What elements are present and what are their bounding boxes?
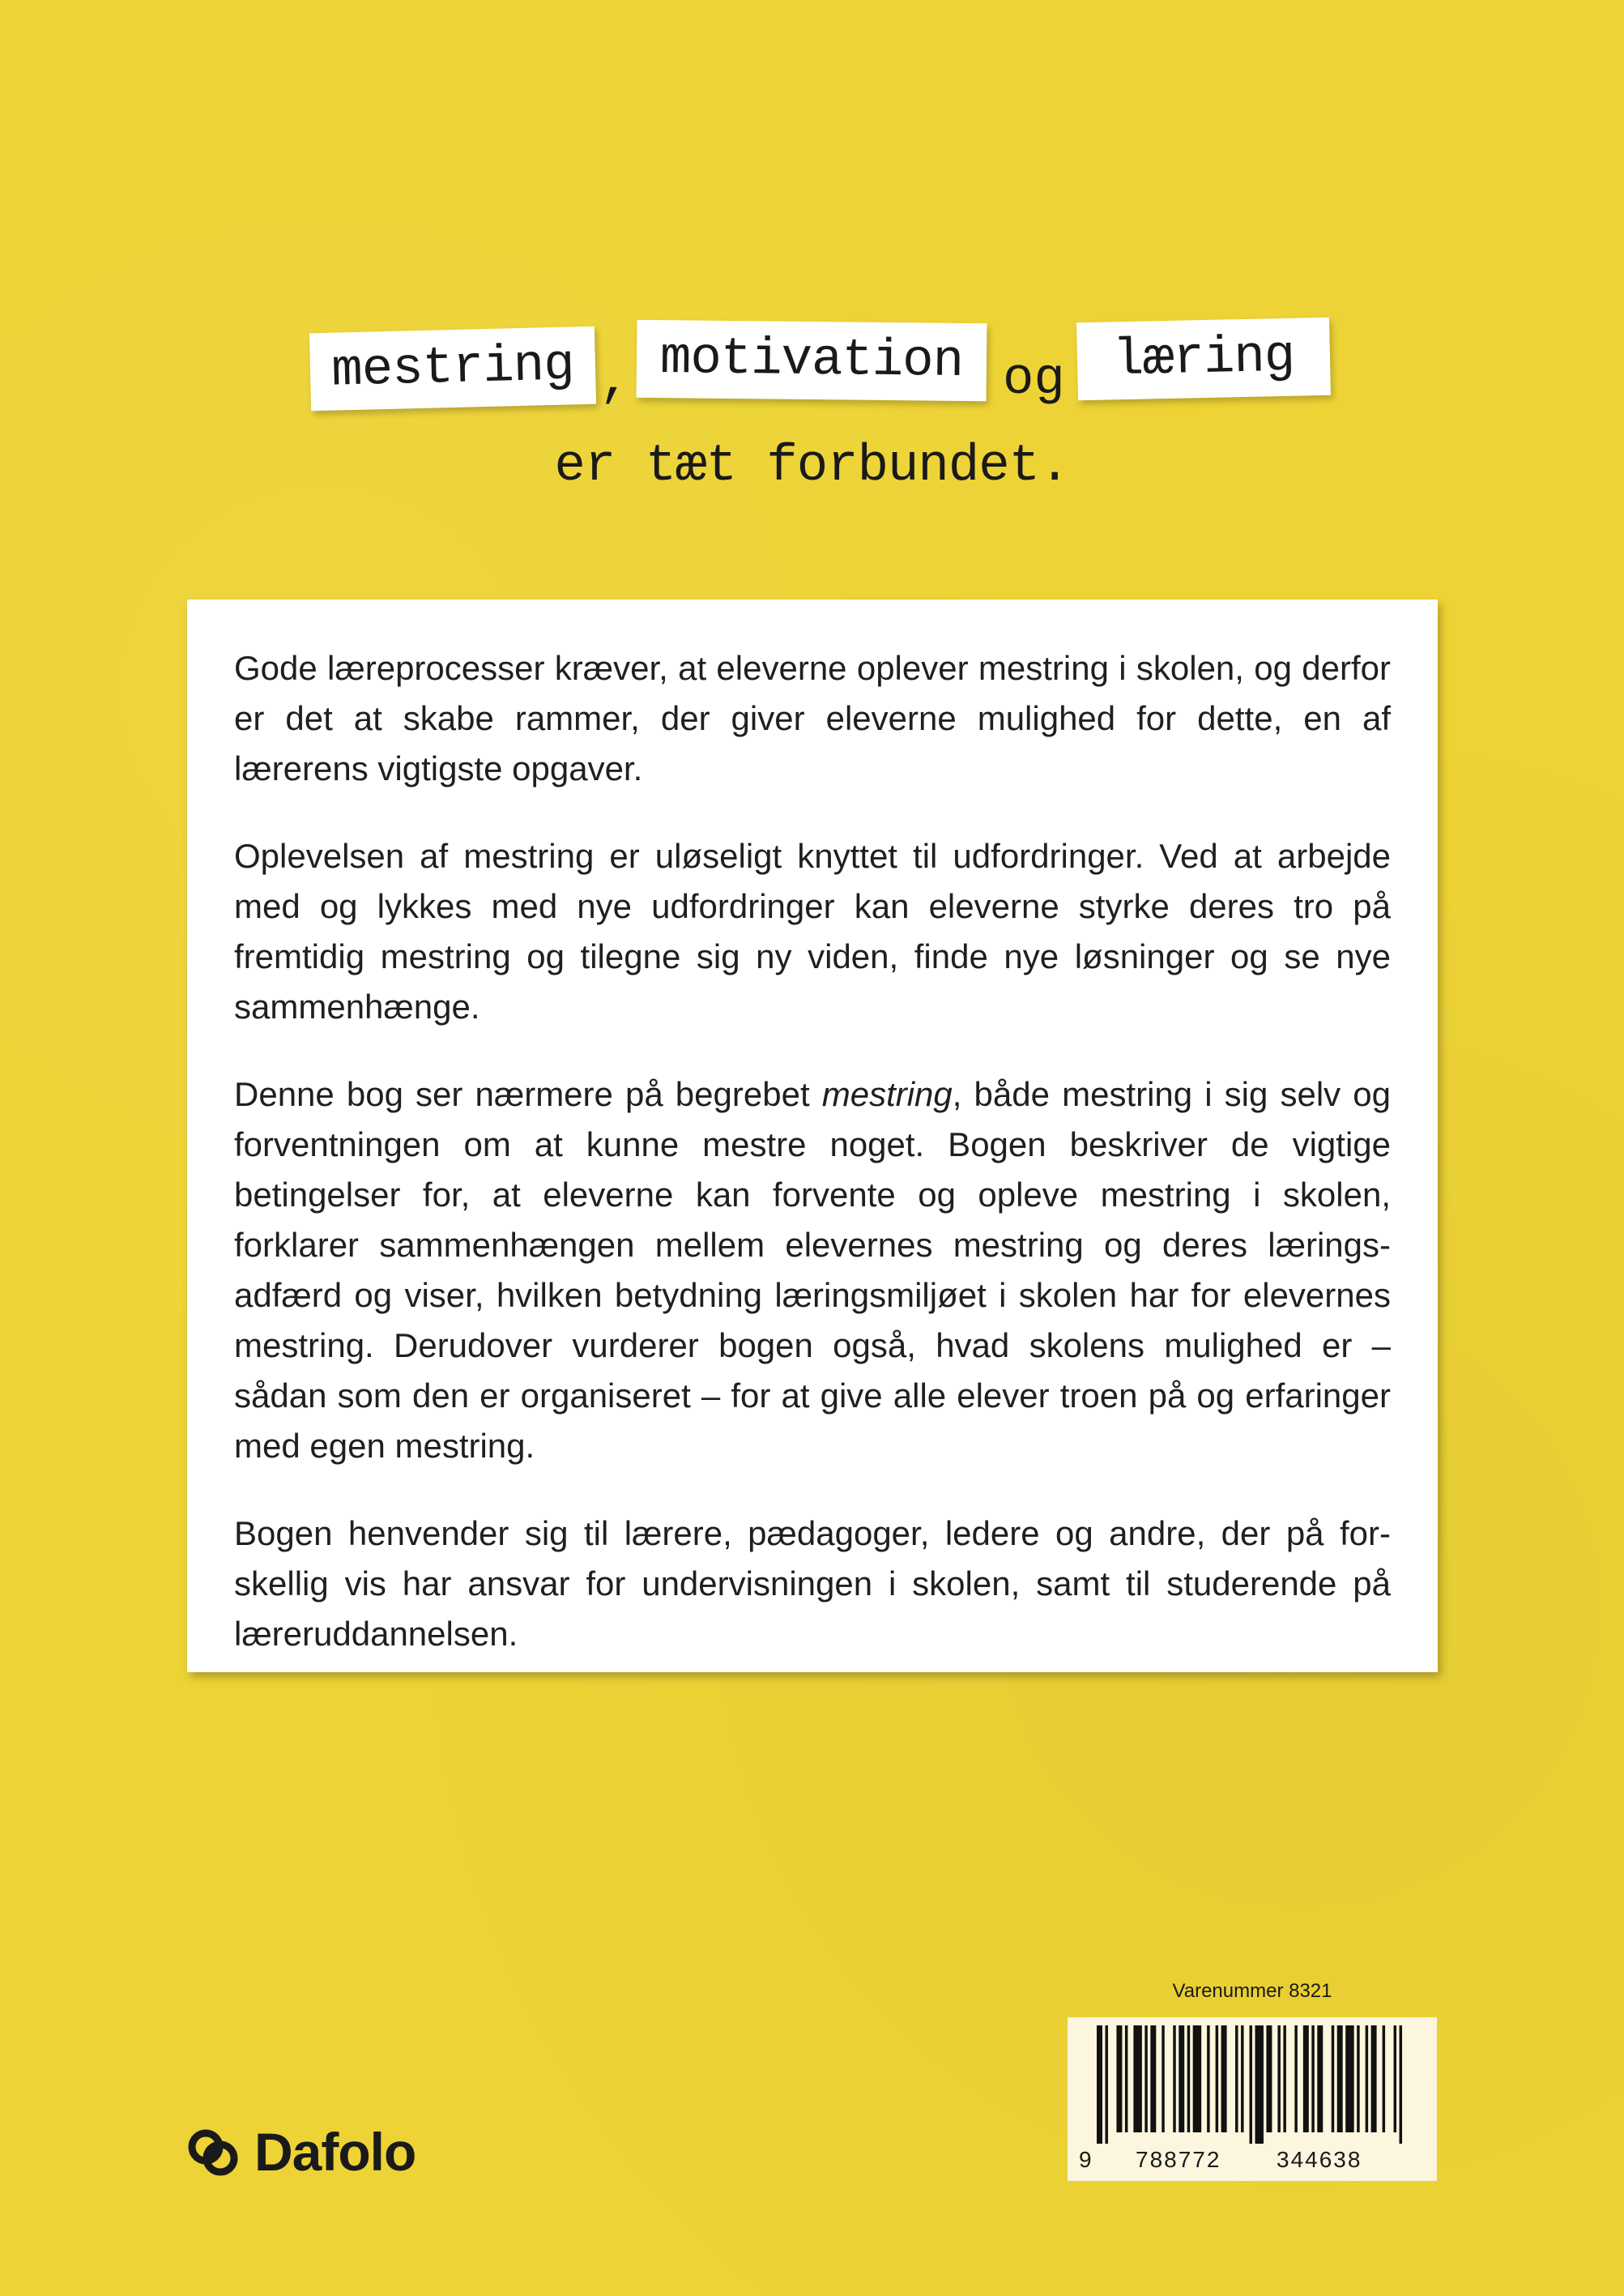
barcode-bar: [1255, 2025, 1263, 2144]
barcode-bar: [1187, 2025, 1190, 2132]
barcode-first-digit: 9: [1079, 2147, 1092, 2172]
barcode-bar: [1216, 2025, 1218, 2132]
barcode-bar: [1207, 2025, 1209, 2132]
barcode-bar: [1294, 2025, 1297, 2132]
barcode-bar: [1250, 2025, 1252, 2144]
barcode-bar: [1235, 2025, 1238, 2132]
word-laering: læring: [1112, 327, 1295, 390]
barcode-bar: [1116, 2025, 1122, 2132]
barcode-digits: [1079, 2144, 1408, 2176]
barcode-bar: [1193, 2025, 1201, 2132]
barcode-bar: [1162, 2025, 1164, 2132]
barcode-bar: [1383, 2025, 1385, 2132]
headline-subline: er tæt forbundet.: [554, 437, 1070, 496]
barcode-bar: [1277, 2025, 1280, 2132]
barcode-left-group: 788772: [1136, 2147, 1221, 2172]
barcode-bar: [1371, 2025, 1377, 2132]
barcode-bar: [1241, 2025, 1243, 2132]
paragraph-3-emphasis: mestring: [821, 1075, 953, 1113]
headline-connector: og: [1003, 351, 1065, 409]
word-label-mestring: [309, 326, 596, 412]
word-mestring: mestring: [330, 336, 575, 401]
barcode-bar: [1150, 2025, 1156, 2132]
barcode-bar: [1303, 2025, 1309, 2132]
publisher-logo: [185, 2119, 416, 2184]
dafolo-logo-icon: [185, 2123, 243, 2181]
description-panel: [187, 600, 1438, 1672]
barcode-bar: [1345, 2025, 1353, 2132]
paragraph-3-rest: , både mestring i sig selv og forventningen om at kunne mestre noget. Bogen beskriver de vigtige betingelser for, at eleverne kan forvente og opleve mestring i skolen, forklarer sammenhængen mellem elevernes mestring og deres læringsadfærd og viser, hvilken betydning læringsmiljøet i skolen har for elevernes mestring. Derudover vurderer bogen også, hvad skolens mulighed er – sådan som den er organiseret – for at give alle elever troen på og erfaringer med egen mestring.: [234, 1075, 1391, 1465]
word-label-motivation: [637, 320, 987, 402]
publisher-name: Dafolo: [254, 2122, 416, 2182]
barcode-bar: [1357, 2025, 1359, 2132]
paragraph-1: Gode læreprocesser kræver, at eleverne oplever mestring i skolen, og derfor er det at skabe rammer, der giver eleverne mulighed for dette, en af lærerens vigtigste opgaver.: [234, 649, 1391, 787]
paragraph-2: Oplevelsen af mestring er uløseligt knyttet til udfordringer. Ved at arbejde med og lykkes med nye udfordringer kan eleverne styrke deres tro på fremtidig mestring og tilegne sig ny viden, finde nye løsninger og se nye sammenhænge.: [234, 837, 1391, 1026]
barcode-bar: [1400, 2025, 1402, 2144]
barcode-bar: [1173, 2025, 1175, 2132]
barcode-bar: [1105, 2025, 1107, 2144]
barcode-bar: [1317, 2025, 1323, 2132]
barcode: [1068, 2017, 1437, 2181]
barcode-bar: [1125, 2025, 1127, 2132]
barcode-right-group: 344638: [1277, 2147, 1362, 2172]
barcode-bar: [1097, 2025, 1102, 2144]
word-label-laering: [1076, 318, 1331, 401]
barcode-bars: [1097, 2025, 1408, 2144]
barcode-bar: [1283, 2025, 1285, 2132]
barcode-bar: [1144, 2025, 1147, 2132]
barcode-bar: [1311, 2025, 1314, 2132]
item-number: Varenummer 8321: [1172, 1980, 1332, 2002]
paragraph-3-start: Denne bog ser nærmere på begrebet: [234, 1075, 822, 1113]
barcode-bar: [1332, 2025, 1334, 2132]
barcode-bar: [1133, 2025, 1141, 2132]
barcode-bar: [1366, 2025, 1368, 2132]
barcode-bar: [1394, 2025, 1396, 2132]
barcode-bar: [1179, 2025, 1184, 2132]
paragraph-3: [234, 1069, 1391, 1471]
barcode-bar: [1266, 2025, 1272, 2132]
paragraph-4: Bogen henvender sig til lærere, pædagoger, ledere og andre, der på forskellig vis har ansvar for undervisningen i skolen, samt til studerende på læreruddannelsen.: [234, 1514, 1391, 1653]
word-motivation: motivation: [659, 330, 964, 391]
headline: [0, 320, 1624, 514]
barcode-bar: [1337, 2025, 1343, 2132]
headline-comma: ,: [599, 352, 631, 411]
barcode-bar: [1221, 2025, 1227, 2132]
